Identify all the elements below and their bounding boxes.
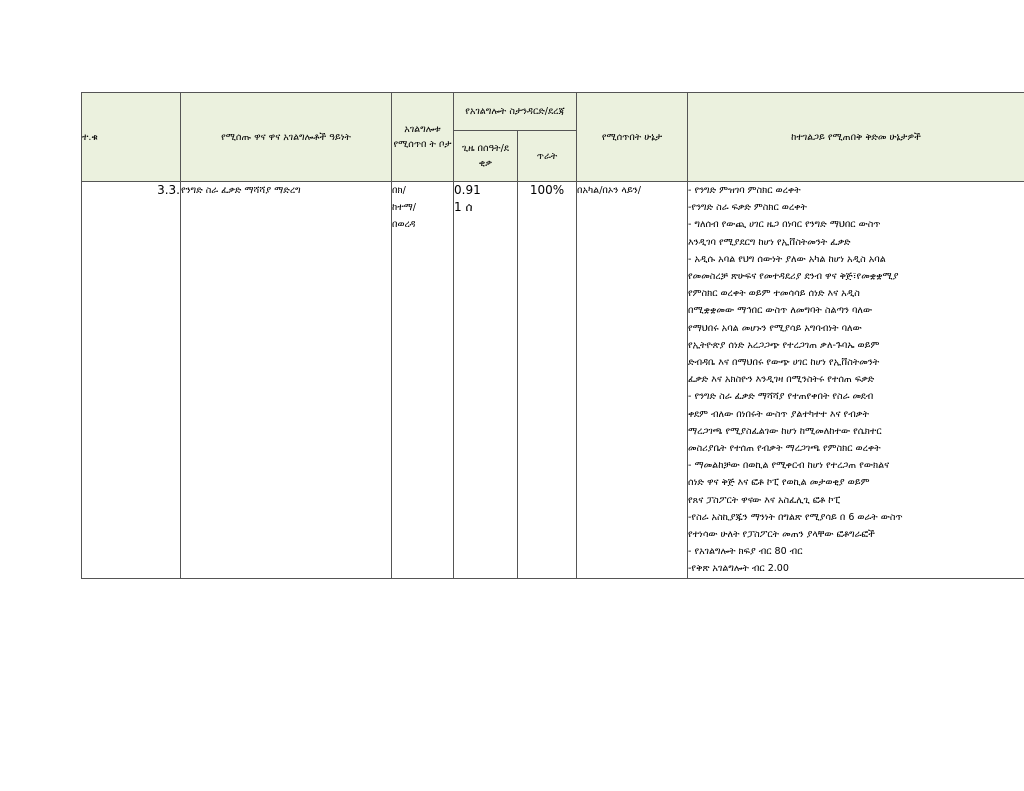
requirements-list <box>688 182 1024 579</box>
service-time <box>454 182 518 579</box>
service-time-line: 1 ሰ <box>454 200 473 214</box>
requirement-line: ሰነድ ዋና ቅጅ እና ፎቶ ኮፒ የወኪል መታወቂያ ወይም <box>688 477 870 489</box>
requirement-line: የማህበሩ አባል መሆኑን የሚያሳይ አግባብነት ባለው <box>688 322 862 334</box>
requirement-line: የኢትዮጵያ ሰነድ አረጋጋጭ የተረጋገጠ ቃለ-ጉባኤ ወይም <box>688 339 880 351</box>
header-service-standard: የአገልግሎት ስታንዳርድ/ደረጃ <box>454 93 577 131</box>
service-place-line: ከተማ/ <box>392 202 417 214</box>
requirement-line: ማረጋገጫ የሚያስፈልገው ከሆነ ከሚመለከተው የሴክተር <box>688 425 882 437</box>
requirement-line: -የስራ አስኪያጁን ማንነት በግልጽ የሚያሳይ በ 6 ወራት ውስጥ <box>688 511 903 523</box>
requirement-line: - ማመልከቻው በወኪል የሚቀርብ ከሆነ የተረጋጠ የውክልና <box>688 460 890 472</box>
header-prerequisites: ከተገልጋይ የሚጠበቅ ቅድመ ሁኔታዎች <box>688 93 1024 182</box>
header-service-place: አገልግሎቱ የሚሰጥበ ት ቦታ <box>392 93 454 182</box>
requirement-line: የጸና ፓስፖርት ዋናው እና አስፈሊጊ ፎቶ ኮፒ <box>688 494 841 506</box>
service-place-line: በወረዳ <box>392 219 416 231</box>
service-place-line: በክ/ <box>392 185 406 196</box>
service-place <box>392 182 454 579</box>
requirement-line: - አዲሱ አባል የህግ ሰውነት ያለው አካል ከሆነ አዲስ አባል <box>688 253 886 265</box>
service-name: የንግድ ስራ ፈቃድ ማሻሻያ ማድረግ <box>181 182 392 579</box>
requirement-line: - የንግድ ስራ ፈቃድ ማሻሻያ የተጠየቀበት የስራ መደብ <box>688 391 874 403</box>
service-number: 3.3. <box>82 182 181 579</box>
requirement-line: በሚቋቋመው ማኅበር ውስጥ ለመግባት ስልጣን ባለው <box>688 305 873 317</box>
requirement-line: ፈቃድ እና አክስዮን እንዲገዛ በሚንስትሩ የተሰጠ ፍቃድ <box>688 374 875 386</box>
requirement-line: እንዲገባ የሚያደርግ ከሆነ የኢቨስትመንት ፈቃድ <box>688 236 851 248</box>
header-quality: ጥራት <box>518 131 577 182</box>
service-standards-table <box>81 92 1024 579</box>
requirement-line: የመመስረቻ ጽሁፍና የመተዳደሪያ ደንብ ዋና ቅጅ፣የመቋቋሚያ <box>688 271 899 283</box>
requirement-line: የተነሳው ሁለት የፓስፖርት መጠን ያላቸው ፎቶግራፎች <box>688 529 875 541</box>
requirement-line: - ግለሰብ የውጪ ሀገር ዜጋ በነባር የንግድ ማህበር ውስጥ <box>688 219 881 231</box>
service-time-line: 0.91 <box>454 183 481 197</box>
requirement-line: - የንግድ ምዝገባ ምስክር ወረቀት <box>688 185 801 196</box>
requirement-line: - የአገልግሎት ክፍያ ብር 80 ብር <box>688 546 803 558</box>
header-service-type: የሚሰጡ ዋና ዋና አገልግሎቶች ዓይነት <box>181 93 392 182</box>
requirement-line: የምስክር ወረቀት ወይም ተመሳሳይ ሰነድ እና አዲስ <box>688 288 860 300</box>
requirement-line: ድብዳቤ እና በማህበሩ የውጭ ሀገር ከሆነ የኢቨስትመንት <box>688 357 880 369</box>
header-delivery-mode: የሚሰጥበት ሁኔታ <box>577 93 688 182</box>
header-time: ጊዜ በሰዓት/ደ ቂቃ <box>454 131 518 182</box>
requirement-line: -የንግድ ስራ ፍቃድ ምስክር ወረቀት <box>688 202 807 214</box>
requirement-line: መስሪያቤት የተሰጠ የብቃት ማረጋገጫ የምስክር ወረቀት <box>688 443 881 455</box>
requirement-line: -የቅጽ አገልግሎት ብር 2.00 <box>688 563 789 575</box>
service-quality: 100% <box>518 182 577 579</box>
requirement-line: ቀደም ብለው በነበሩት ውስጥ ያልተካተተ እና የብቃት <box>688 408 870 420</box>
service-delivery-mode: በአካል/በኦን ላይን/ <box>577 182 688 579</box>
header-serial-number: ተ.ቁ <box>82 93 181 182</box>
table-row <box>82 182 1024 579</box>
